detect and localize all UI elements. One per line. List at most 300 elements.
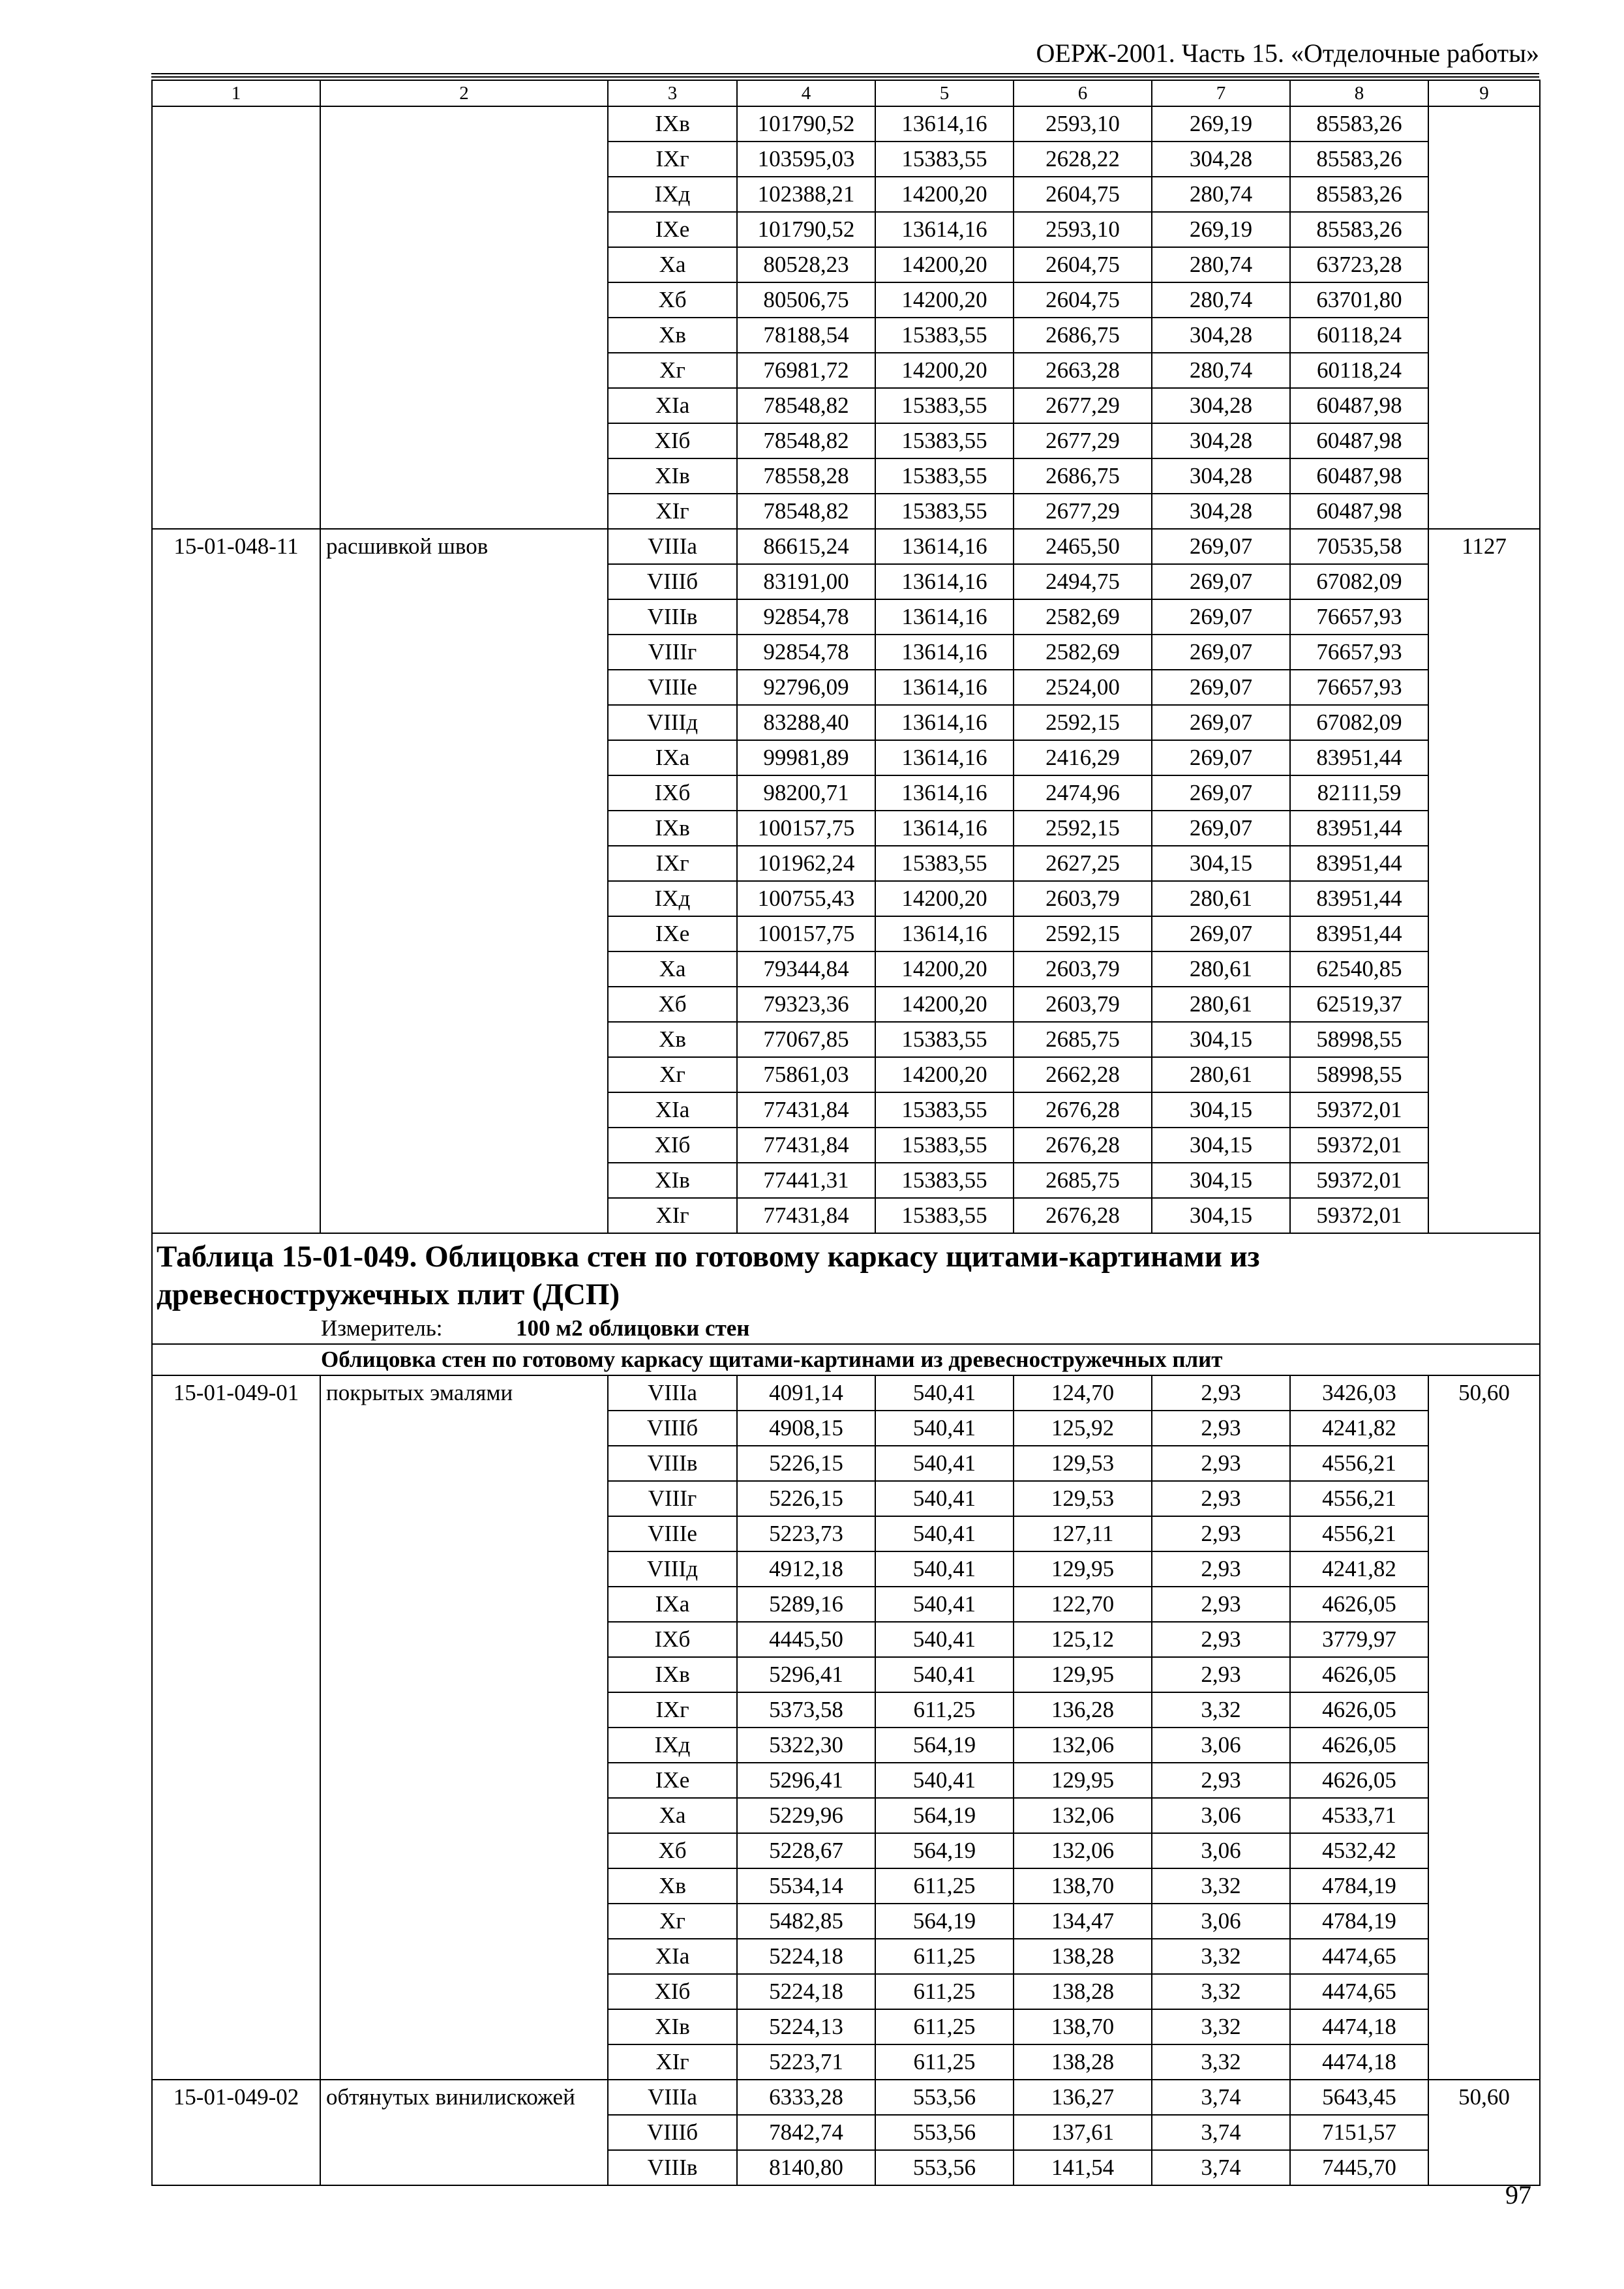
machinists-wages-cell: 304,15 [1152, 1198, 1290, 1233]
machines-cell: 141,54 [1014, 2150, 1152, 2185]
machinists-wages-cell: 2,93 [1152, 1587, 1290, 1622]
measure-row [152, 1313, 1540, 1344]
column-number-3: 3 [608, 80, 737, 106]
materials-cell: 70535,58 [1290, 529, 1428, 564]
machinists-wages-cell: 280,61 [1152, 1057, 1290, 1092]
total-cost-cell: 77431,84 [737, 1198, 875, 1233]
materials-cell: 4533,71 [1290, 1798, 1428, 1833]
wages-cell: 540,41 [875, 1551, 1014, 1587]
machines-cell: 2685,75 [1014, 1022, 1152, 1057]
wages-cell: 14200,20 [875, 1057, 1014, 1092]
machinists-wages-cell: 2,93 [1152, 1657, 1290, 1692]
machines-cell: 2686,75 [1014, 458, 1152, 494]
wages-cell: 611,25 [875, 1974, 1014, 2009]
zone-cell: XIв [608, 458, 737, 494]
machinists-wages-cell: 3,32 [1152, 2044, 1290, 2080]
zone-cell: IXг [608, 142, 737, 177]
materials-cell: 4626,05 [1290, 1657, 1428, 1692]
wages-cell: 13614,16 [875, 775, 1014, 811]
machinists-wages-cell: 280,74 [1152, 282, 1290, 318]
machines-cell: 2603,79 [1014, 951, 1152, 987]
materials-cell: 4556,21 [1290, 1516, 1428, 1551]
zone-cell: XIв [608, 1163, 737, 1198]
machinists-wages-cell: 280,74 [1152, 247, 1290, 282]
machinists-wages-cell: 3,32 [1152, 1692, 1290, 1728]
machines-cell: 2465,50 [1014, 529, 1152, 564]
machinists-wages-cell: 304,15 [1152, 1022, 1290, 1057]
total-cost-cell: 83191,00 [737, 564, 875, 599]
materials-cell: 60487,98 [1290, 458, 1428, 494]
wages-cell: 611,25 [875, 2044, 1014, 2080]
machinists-wages-cell: 304,28 [1152, 318, 1290, 353]
machinists-wages-cell: 3,74 [1152, 2080, 1290, 2115]
machinists-wages-cell: 3,32 [1152, 1939, 1290, 1974]
total-cost-cell: 103595,03 [737, 142, 875, 177]
machinists-wages-cell: 304,28 [1152, 388, 1290, 423]
total-cost-cell: 4912,18 [737, 1551, 875, 1587]
table-row [152, 2080, 1540, 2115]
machinists-wages-cell: 2,93 [1152, 1375, 1290, 1411]
materials-cell: 4556,21 [1290, 1481, 1428, 1516]
total-cost-cell: 7842,74 [737, 2115, 875, 2150]
machinists-wages-cell: 2,93 [1152, 1622, 1290, 1657]
machines-cell: 2677,29 [1014, 423, 1152, 458]
total-cost-cell: 86615,24 [737, 529, 875, 564]
machines-cell: 134,47 [1014, 1904, 1152, 1939]
zone-cell: IXв [608, 811, 737, 846]
wages-cell: 564,19 [875, 1833, 1014, 1868]
total-cost-cell: 83288,40 [737, 705, 875, 740]
materials-cell: 4626,05 [1290, 1728, 1428, 1763]
machinists-wages-cell: 269,07 [1152, 564, 1290, 599]
zone-cell: Xа [608, 247, 737, 282]
materials-cell: 7445,70 [1290, 2150, 1428, 2185]
materials-cell: 59372,01 [1290, 1198, 1428, 1233]
wages-cell: 15383,55 [875, 494, 1014, 529]
zone-cell: VIIIа [608, 1375, 737, 1411]
machinists-wages-cell: 2,93 [1152, 1516, 1290, 1551]
machinists-wages-cell: 269,07 [1152, 775, 1290, 811]
wages-cell: 14200,20 [875, 951, 1014, 987]
total-cost-cell: 101790,52 [737, 212, 875, 247]
machinists-wages-cell: 304,28 [1152, 494, 1290, 529]
wages-cell: 540,41 [875, 1587, 1014, 1622]
materials-cell: 85583,26 [1290, 212, 1428, 247]
total-cost-cell: 75861,03 [737, 1057, 875, 1092]
machinists-wages-cell: 2,93 [1152, 1411, 1290, 1446]
materials-cell: 4784,19 [1290, 1904, 1428, 1939]
materials-cell: 58998,55 [1290, 1022, 1428, 1057]
machinists-wages-cell: 269,07 [1152, 599, 1290, 635]
machines-cell: 137,61 [1014, 2115, 1152, 2150]
labor-cost: 50,60 [1428, 1375, 1540, 2080]
machinists-wages-cell: 280,61 [1152, 987, 1290, 1022]
zone-cell: VIIIб [608, 564, 737, 599]
machinists-wages-cell: 269,07 [1152, 635, 1290, 670]
materials-cell: 76657,93 [1290, 599, 1428, 635]
total-cost-cell: 98200,71 [737, 775, 875, 811]
machines-cell: 2603,79 [1014, 987, 1152, 1022]
zone-cell: VIIIа [608, 2080, 737, 2115]
table-row [152, 106, 1540, 142]
materials-cell: 59372,01 [1290, 1092, 1428, 1128]
machines-cell: 2592,15 [1014, 811, 1152, 846]
labor-cost [1428, 106, 1540, 529]
materials-cell: 83951,44 [1290, 811, 1428, 846]
total-cost-cell: 79323,36 [737, 987, 875, 1022]
machinists-wages-cell: 280,74 [1152, 353, 1290, 388]
machinists-wages-cell: 304,15 [1152, 846, 1290, 881]
wages-cell: 13614,16 [875, 212, 1014, 247]
wages-cell: 553,56 [875, 2080, 1014, 2115]
table-title: Таблица 15-01-049. Облицовка стен по готовому каркасу щитами-картинами из древесностружечных плит (ДСП) [152, 1233, 1540, 1313]
machinists-wages-cell: 3,32 [1152, 2009, 1290, 2044]
wages-cell: 15383,55 [875, 458, 1014, 494]
machines-cell: 125,92 [1014, 1411, 1152, 1446]
total-cost-cell: 4908,15 [737, 1411, 875, 1446]
wages-cell: 540,41 [875, 1411, 1014, 1446]
work-description: покрытых эмалями [320, 1375, 608, 2080]
total-cost-cell: 77431,84 [737, 1092, 875, 1128]
wages-cell: 540,41 [875, 1516, 1014, 1551]
materials-cell: 82111,59 [1290, 775, 1428, 811]
total-cost-cell: 76981,72 [737, 353, 875, 388]
total-cost-cell: 102388,21 [737, 177, 875, 212]
wages-cell: 15383,55 [875, 1022, 1014, 1057]
column-number-9: 9 [1428, 80, 1540, 106]
total-cost-cell: 5482,85 [737, 1904, 875, 1939]
machines-cell: 2686,75 [1014, 318, 1152, 353]
total-cost-cell: 80506,75 [737, 282, 875, 318]
wages-cell: 13614,16 [875, 529, 1014, 564]
zone-cell: XIг [608, 2044, 737, 2080]
total-cost-cell: 101790,52 [737, 106, 875, 142]
table-row [152, 529, 1540, 564]
zone-cell: Xг [608, 353, 737, 388]
machinists-wages-cell: 269,07 [1152, 740, 1290, 775]
machinists-wages-cell: 280,61 [1152, 951, 1290, 987]
zone-cell: VIIIе [608, 1516, 737, 1551]
machines-cell: 2663,28 [1014, 353, 1152, 388]
materials-cell: 85583,26 [1290, 177, 1428, 212]
machines-cell: 2662,28 [1014, 1057, 1152, 1092]
materials-cell: 83951,44 [1290, 916, 1428, 951]
total-cost-cell: 100755,43 [737, 881, 875, 916]
rates-table [151, 80, 1541, 2186]
wages-cell: 564,19 [875, 1904, 1014, 1939]
column-number-4: 4 [737, 80, 875, 106]
total-cost-cell: 100157,75 [737, 811, 875, 846]
materials-cell: 60487,98 [1290, 423, 1428, 458]
machines-cell: 2604,75 [1014, 177, 1152, 212]
wages-cell: 14200,20 [875, 987, 1014, 1022]
zone-cell: VIIIд [608, 705, 737, 740]
wages-cell: 14200,20 [875, 353, 1014, 388]
total-cost-cell: 92796,09 [737, 670, 875, 705]
machines-cell: 138,28 [1014, 1974, 1152, 2009]
machines-cell: 136,28 [1014, 1692, 1152, 1728]
machines-cell: 2627,25 [1014, 846, 1152, 881]
machines-cell: 129,53 [1014, 1481, 1152, 1516]
materials-cell: 4474,18 [1290, 2009, 1428, 2044]
total-cost-cell: 99981,89 [737, 740, 875, 775]
total-cost-cell: 5289,16 [737, 1587, 875, 1622]
machines-cell: 2494,75 [1014, 564, 1152, 599]
wages-cell: 13614,16 [875, 740, 1014, 775]
materials-cell: 58998,55 [1290, 1057, 1428, 1092]
machinists-wages-cell: 280,61 [1152, 881, 1290, 916]
materials-cell: 76657,93 [1290, 670, 1428, 705]
machines-cell: 2677,29 [1014, 388, 1152, 423]
zone-cell: VIIIд [608, 1551, 737, 1587]
materials-cell: 4626,05 [1290, 1587, 1428, 1622]
wages-cell: 13614,16 [875, 916, 1014, 951]
machines-cell: 129,95 [1014, 1551, 1152, 1587]
zone-cell: VIIIв [608, 2150, 737, 2185]
machinists-wages-cell: 269,07 [1152, 529, 1290, 564]
zone-cell: IXб [608, 775, 737, 811]
zone-cell: Xв [608, 1022, 737, 1057]
wages-cell: 13614,16 [875, 564, 1014, 599]
rate-code: 15-01-048-11 [152, 529, 320, 1233]
zone-cell: Xб [608, 1833, 737, 1868]
wages-cell: 540,41 [875, 1657, 1014, 1692]
total-cost-cell: 5534,14 [737, 1868, 875, 1904]
machines-cell: 132,06 [1014, 1798, 1152, 1833]
machines-cell: 138,28 [1014, 1939, 1152, 1974]
machines-cell: 2416,29 [1014, 740, 1152, 775]
materials-cell: 83951,44 [1290, 881, 1428, 916]
machinists-wages-cell: 269,07 [1152, 811, 1290, 846]
zone-cell: VIIIв [608, 1446, 737, 1481]
wages-cell: 15383,55 [875, 1198, 1014, 1233]
labor-cost: 1127 [1428, 529, 1540, 1233]
table-title-row [152, 1233, 1540, 1313]
machines-cell: 2593,10 [1014, 106, 1152, 142]
section-title-row [152, 1344, 1540, 1375]
machines-cell: 138,70 [1014, 2009, 1152, 2044]
machines-cell: 136,27 [1014, 2080, 1152, 2115]
total-cost-cell: 5322,30 [737, 1728, 875, 1763]
materials-cell: 5643,45 [1290, 2080, 1428, 2115]
materials-cell: 59372,01 [1290, 1128, 1428, 1163]
work-description: обтянутых винилискожей [320, 2080, 608, 2185]
zone-cell: Xб [608, 987, 737, 1022]
machines-cell: 2474,96 [1014, 775, 1152, 811]
machines-cell: 125,12 [1014, 1622, 1152, 1657]
machines-cell: 124,70 [1014, 1375, 1152, 1411]
zone-cell: IXб [608, 1622, 737, 1657]
wages-cell: 540,41 [875, 1763, 1014, 1798]
machinists-wages-cell: 304,28 [1152, 142, 1290, 177]
total-cost-cell: 5296,41 [737, 1657, 875, 1692]
materials-cell: 76657,93 [1290, 635, 1428, 670]
machinists-wages-cell: 2,93 [1152, 1481, 1290, 1516]
zone-cell: Xв [608, 1868, 737, 1904]
total-cost-cell: 77441,31 [737, 1163, 875, 1198]
zone-cell: VIIIб [608, 2115, 737, 2150]
materials-cell: 83951,44 [1290, 740, 1428, 775]
wages-cell: 13614,16 [875, 670, 1014, 705]
wages-cell: 15383,55 [875, 388, 1014, 423]
materials-cell: 62519,37 [1290, 987, 1428, 1022]
wages-cell: 13614,16 [875, 599, 1014, 635]
machines-cell: 2524,00 [1014, 670, 1152, 705]
machines-cell: 2628,22 [1014, 142, 1152, 177]
column-number-6: 6 [1014, 80, 1152, 106]
machines-cell: 138,28 [1014, 2044, 1152, 2080]
machines-cell: 2685,75 [1014, 1163, 1152, 1198]
total-cost-cell: 5226,15 [737, 1481, 875, 1516]
wages-cell: 540,41 [875, 1375, 1014, 1411]
total-cost-cell: 78558,28 [737, 458, 875, 494]
total-cost-cell: 80528,23 [737, 247, 875, 282]
total-cost-cell: 78548,82 [737, 423, 875, 458]
table-row [152, 1375, 1540, 1411]
materials-cell: 83951,44 [1290, 846, 1428, 881]
measure-cell [152, 1313, 1540, 1344]
wages-cell: 14200,20 [875, 881, 1014, 916]
zone-cell: IXе [608, 1763, 737, 1798]
wages-cell: 14200,20 [875, 177, 1014, 212]
total-cost-cell: 5296,41 [737, 1763, 875, 1798]
zone-cell: VIIIе [608, 670, 737, 705]
zone-cell: XIг [608, 494, 737, 529]
section-title: Облицовка стен по готовому каркасу щитами-картинами из древесностружечных плит [152, 1344, 1540, 1375]
total-cost-cell: 101962,24 [737, 846, 875, 881]
zone-cell: IXг [608, 846, 737, 881]
machines-cell: 2676,28 [1014, 1092, 1152, 1128]
machinists-wages-cell: 3,06 [1152, 1798, 1290, 1833]
machinists-wages-cell: 304,28 [1152, 458, 1290, 494]
materials-cell: 85583,26 [1290, 142, 1428, 177]
machinists-wages-cell: 3,06 [1152, 1904, 1290, 1939]
labor-cost: 50,60 [1428, 2080, 1540, 2185]
materials-cell: 63701,80 [1290, 282, 1428, 318]
zone-cell: Xб [608, 282, 737, 318]
zone-cell: XIб [608, 1128, 737, 1163]
wages-cell: 15383,55 [875, 1128, 1014, 1163]
total-cost-cell: 4091,14 [737, 1375, 875, 1411]
zone-cell: XIб [608, 423, 737, 458]
machinists-wages-cell: 3,74 [1152, 2150, 1290, 2185]
wages-cell: 15383,55 [875, 423, 1014, 458]
wages-cell: 611,25 [875, 1868, 1014, 1904]
zone-cell: XIб [608, 1974, 737, 2009]
wages-cell: 13614,16 [875, 705, 1014, 740]
total-cost-cell: 92854,78 [737, 599, 875, 635]
total-cost-cell: 5229,96 [737, 1798, 875, 1833]
machinists-wages-cell: 280,74 [1152, 177, 1290, 212]
machines-cell: 2582,69 [1014, 599, 1152, 635]
zone-cell: IXе [608, 916, 737, 951]
zone-cell: IXг [608, 1692, 737, 1728]
machines-cell: 132,06 [1014, 1728, 1152, 1763]
materials-cell: 7151,57 [1290, 2115, 1428, 2150]
total-cost-cell: 5226,15 [737, 1446, 875, 1481]
total-cost-cell: 78548,82 [737, 494, 875, 529]
zone-cell: Xа [608, 951, 737, 987]
machines-cell: 2604,75 [1014, 282, 1152, 318]
zone-cell: IXд [608, 177, 737, 212]
zone-cell: XIа [608, 1939, 737, 1974]
materials-cell: 3779,97 [1290, 1622, 1428, 1657]
total-cost-cell: 5373,58 [737, 1692, 875, 1728]
machines-cell: 138,70 [1014, 1868, 1152, 1904]
machines-cell: 2592,15 [1014, 916, 1152, 951]
measure-label: Измеритель: [321, 1315, 443, 1341]
wages-cell: 15383,55 [875, 318, 1014, 353]
wages-cell: 553,56 [875, 2115, 1014, 2150]
materials-cell: 4532,42 [1290, 1833, 1428, 1868]
materials-cell: 4474,65 [1290, 1974, 1428, 2009]
machinists-wages-cell: 304,15 [1152, 1163, 1290, 1198]
column-number-2: 2 [320, 80, 608, 106]
total-cost-cell: 78548,82 [737, 388, 875, 423]
zone-cell: IXв [608, 106, 737, 142]
zone-cell: XIа [608, 1092, 737, 1128]
zone-cell: VIIIг [608, 635, 737, 670]
machines-cell: 2593,10 [1014, 212, 1152, 247]
page-number: 97 [1505, 2180, 1531, 2209]
materials-cell: 60487,98 [1290, 388, 1428, 423]
machinists-wages-cell: 3,06 [1152, 1728, 1290, 1763]
machines-cell: 132,06 [1014, 1833, 1152, 1868]
zone-cell: IXа [608, 1587, 737, 1622]
zone-cell: Xг [608, 1904, 737, 1939]
machinists-wages-cell: 269,07 [1152, 670, 1290, 705]
total-cost-cell: 5228,67 [737, 1833, 875, 1868]
materials-cell: 4241,82 [1290, 1551, 1428, 1587]
wages-cell: 540,41 [875, 1622, 1014, 1657]
wages-cell: 564,19 [875, 1728, 1014, 1763]
machines-cell: 129,53 [1014, 1446, 1152, 1481]
rate-code: 15-01-049-01 [152, 1375, 320, 2080]
zone-cell: VIIIг [608, 1481, 737, 1516]
machines-cell: 2677,29 [1014, 494, 1152, 529]
total-cost-cell: 4445,50 [737, 1622, 875, 1657]
machines-cell: 122,70 [1014, 1587, 1152, 1622]
machinists-wages-cell: 304,28 [1152, 423, 1290, 458]
zone-cell: IXа [608, 740, 737, 775]
materials-cell: 67082,09 [1290, 705, 1428, 740]
wages-cell: 15383,55 [875, 142, 1014, 177]
total-cost-cell: 5224,13 [737, 2009, 875, 2044]
wages-cell: 15383,55 [875, 1092, 1014, 1128]
machines-cell: 2582,69 [1014, 635, 1152, 670]
zone-cell: XIг [608, 1198, 737, 1233]
page-header-title: ОЕРЖ-2001. Часть 15. «Отделочные работы» [1036, 38, 1539, 68]
total-cost-cell: 77431,84 [737, 1128, 875, 1163]
column-number-row [152, 80, 1540, 106]
total-cost-cell: 79344,84 [737, 951, 875, 987]
machines-cell: 129,95 [1014, 1763, 1152, 1798]
wages-cell: 540,41 [875, 1446, 1014, 1481]
rate-code [152, 106, 320, 529]
machinists-wages-cell: 3,06 [1152, 1833, 1290, 1868]
zone-cell: VIIIб [608, 1411, 737, 1446]
materials-cell: 60118,24 [1290, 353, 1428, 388]
total-cost-cell: 6333,28 [737, 2080, 875, 2115]
zone-cell: Xг [608, 1057, 737, 1092]
wages-cell: 15383,55 [875, 846, 1014, 881]
total-cost-cell: 92854,78 [737, 635, 875, 670]
header-rule [151, 73, 1539, 74]
machinists-wages-cell: 269,07 [1152, 705, 1290, 740]
total-cost-cell: 77067,85 [737, 1022, 875, 1057]
zone-cell: IXд [608, 881, 737, 916]
total-cost-cell: 100157,75 [737, 916, 875, 951]
